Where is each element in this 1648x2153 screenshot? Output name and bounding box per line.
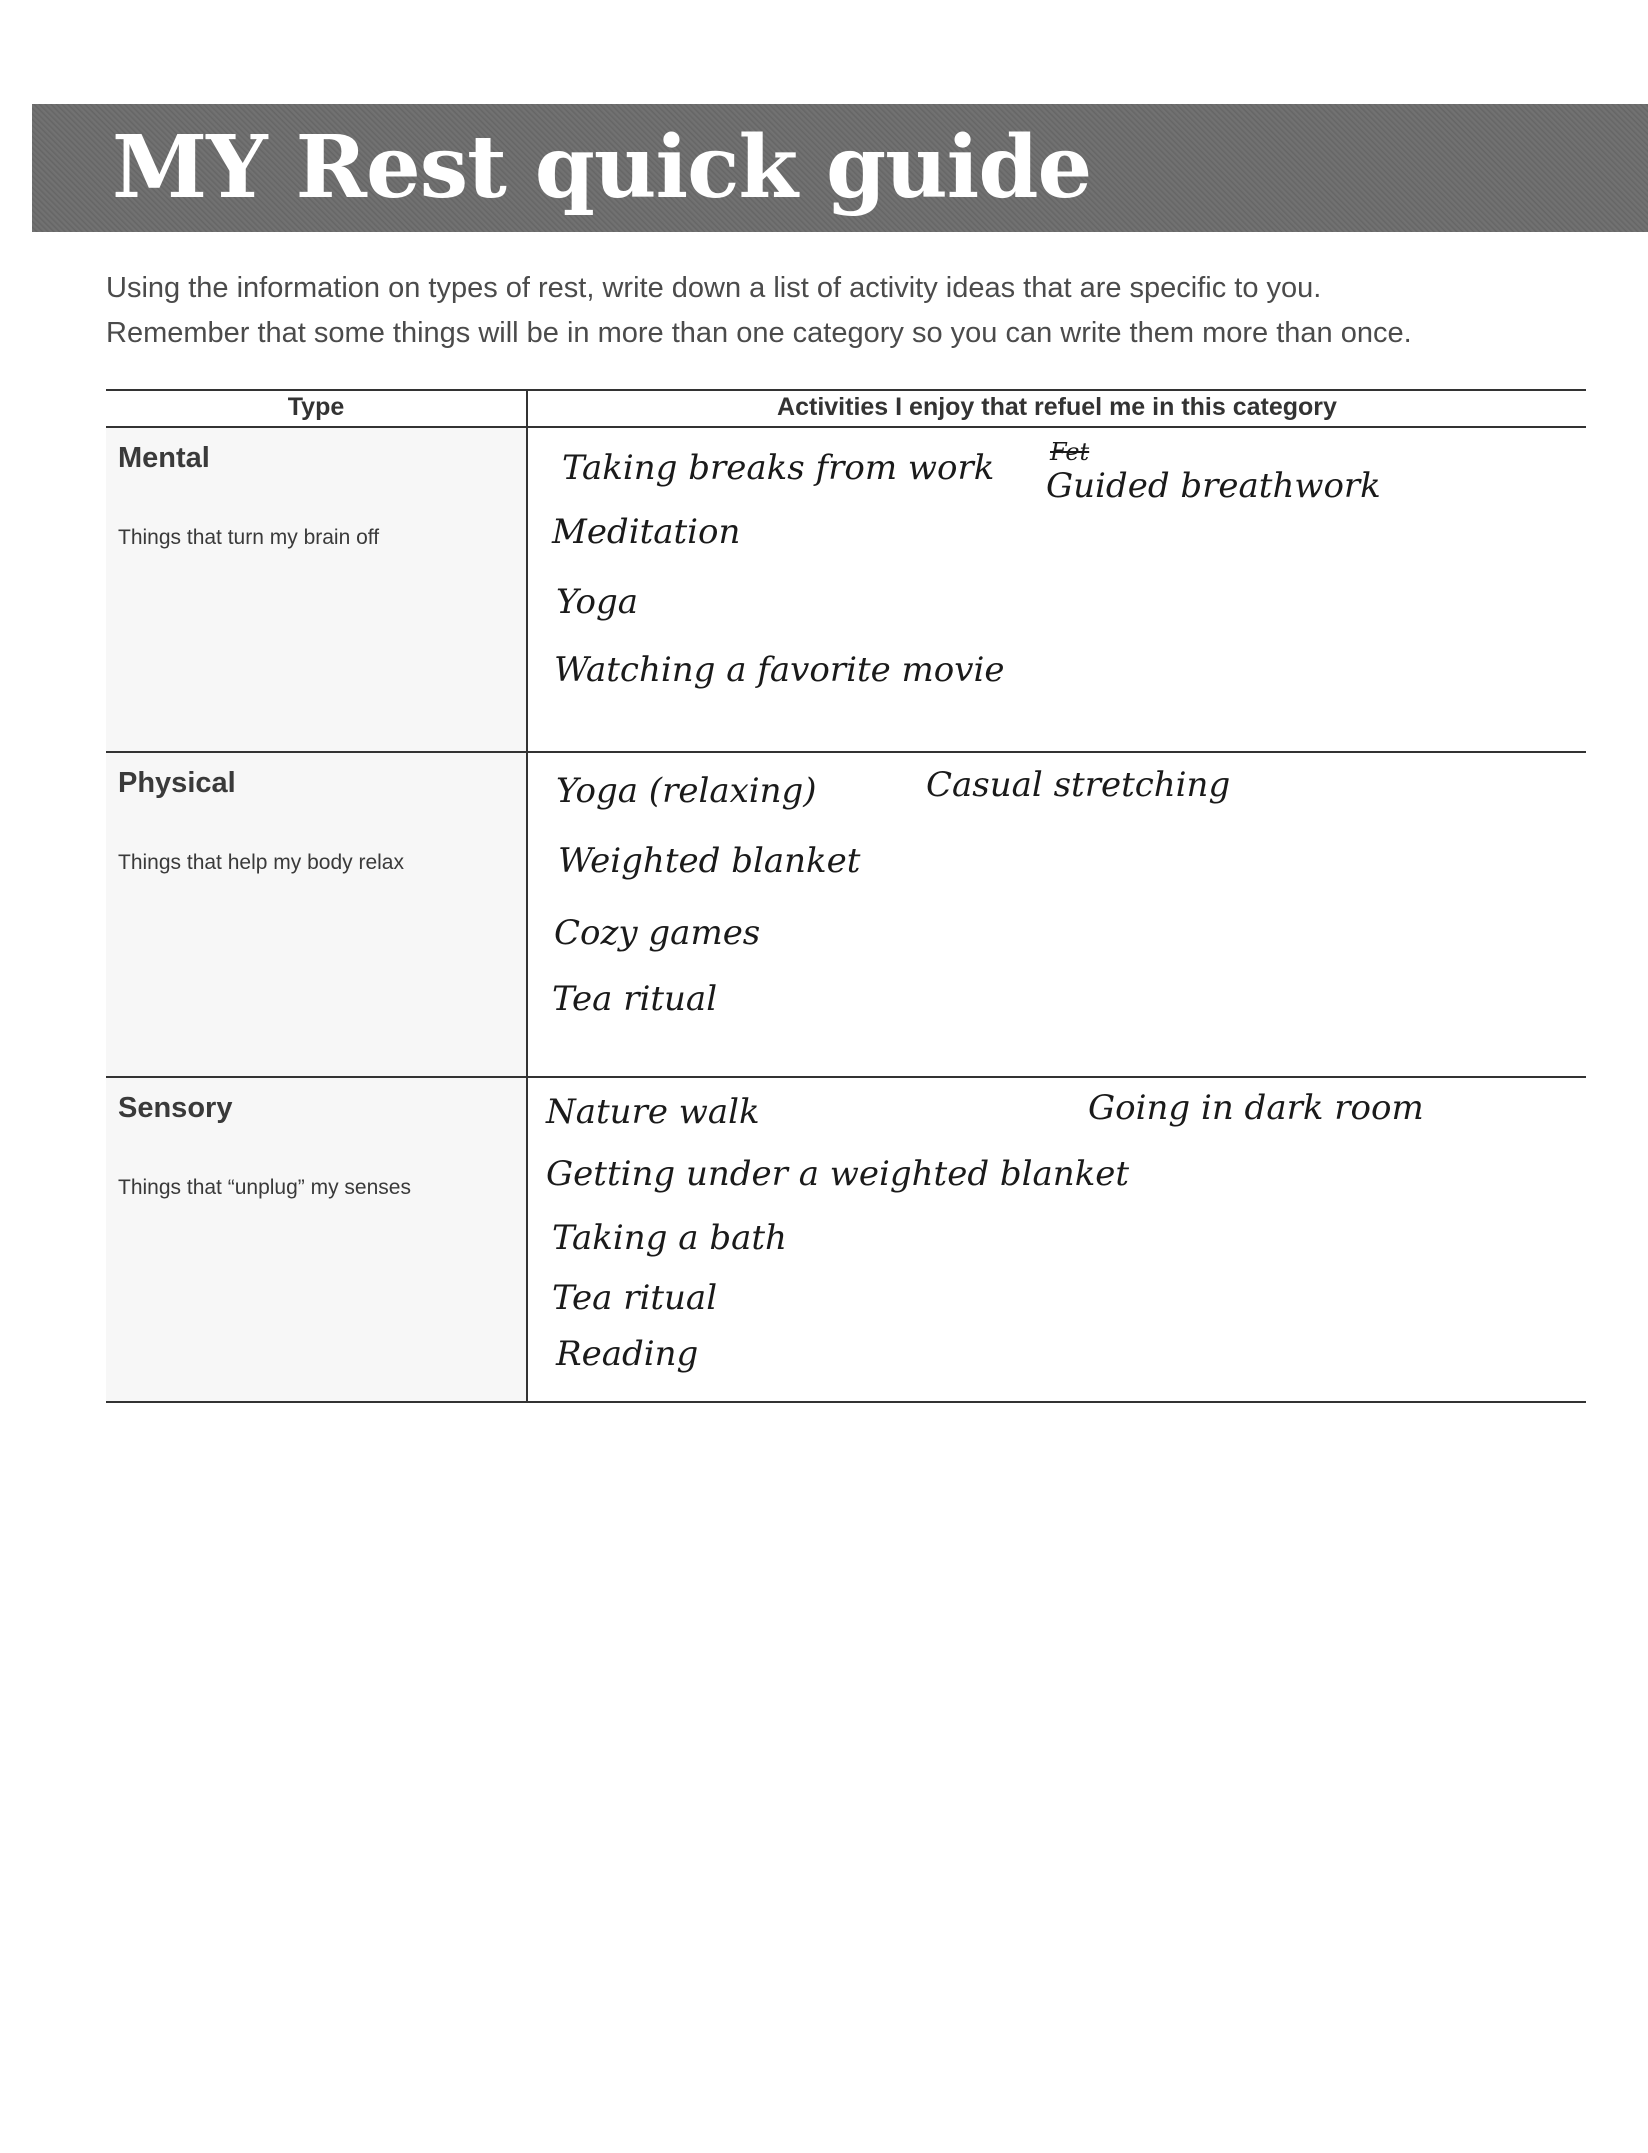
activity-item: Reading [556,1334,699,1374]
activity-item: Weighted blanket [558,841,861,881]
table-row-sensory [106,1078,1586,1403]
activity-item: Nature walk [546,1092,760,1132]
intro-line-1: Using the information on types of rest, write down a list of activity ideas that are specific to you. [106,272,1322,304]
intro-line-2: Remember that some things will be in more than one category so you can write them more than once. [106,317,1412,349]
intro-text [106,266,1606,356]
activity-item: Yoga (relaxing) [556,771,817,811]
table-row-mental [106,428,1586,753]
column-header-activities: Activities I enjoy that refuel me in this category [777,393,1337,421]
activity-item: Cozy games [554,913,761,953]
activity-item: Yoga [556,582,638,622]
type-name: Mental [118,442,210,474]
activity-item: Tea ritual [552,1278,718,1318]
activity-item: Watching a favorite movie [554,650,1005,690]
page-title: MY Rest quick guide [112,117,1092,218]
type-cell-bg [106,753,526,1078]
side-note: Guided breathwork [1046,466,1381,506]
activity-item: Taking a bath [552,1218,787,1258]
type-description: Things that help my body relax [118,851,404,874]
column-divider [526,389,528,1403]
type-name: Physical [118,767,236,799]
type-description: Things that “unplug” my senses [118,1176,411,1199]
crossed-out-note: Fet [1050,438,1090,466]
type-description: Things that turn my brain off [118,526,380,549]
activity-item: Tea ritual [552,979,718,1019]
type-name: Sensory [118,1092,233,1124]
side-note: Casual stretching [926,765,1231,805]
type-cell-bg [106,428,526,753]
table-row-physical [106,753,1586,1078]
row-rule [106,1401,1586,1403]
side-note: Going in dark room [1088,1088,1424,1128]
activity-item: Getting under a weighted blanket [546,1154,1130,1194]
type-cell-bg [106,1078,526,1403]
column-header-type: Type [287,393,345,421]
activity-item: Meditation [552,512,741,552]
activity-item: Taking breaks from work [562,448,995,488]
